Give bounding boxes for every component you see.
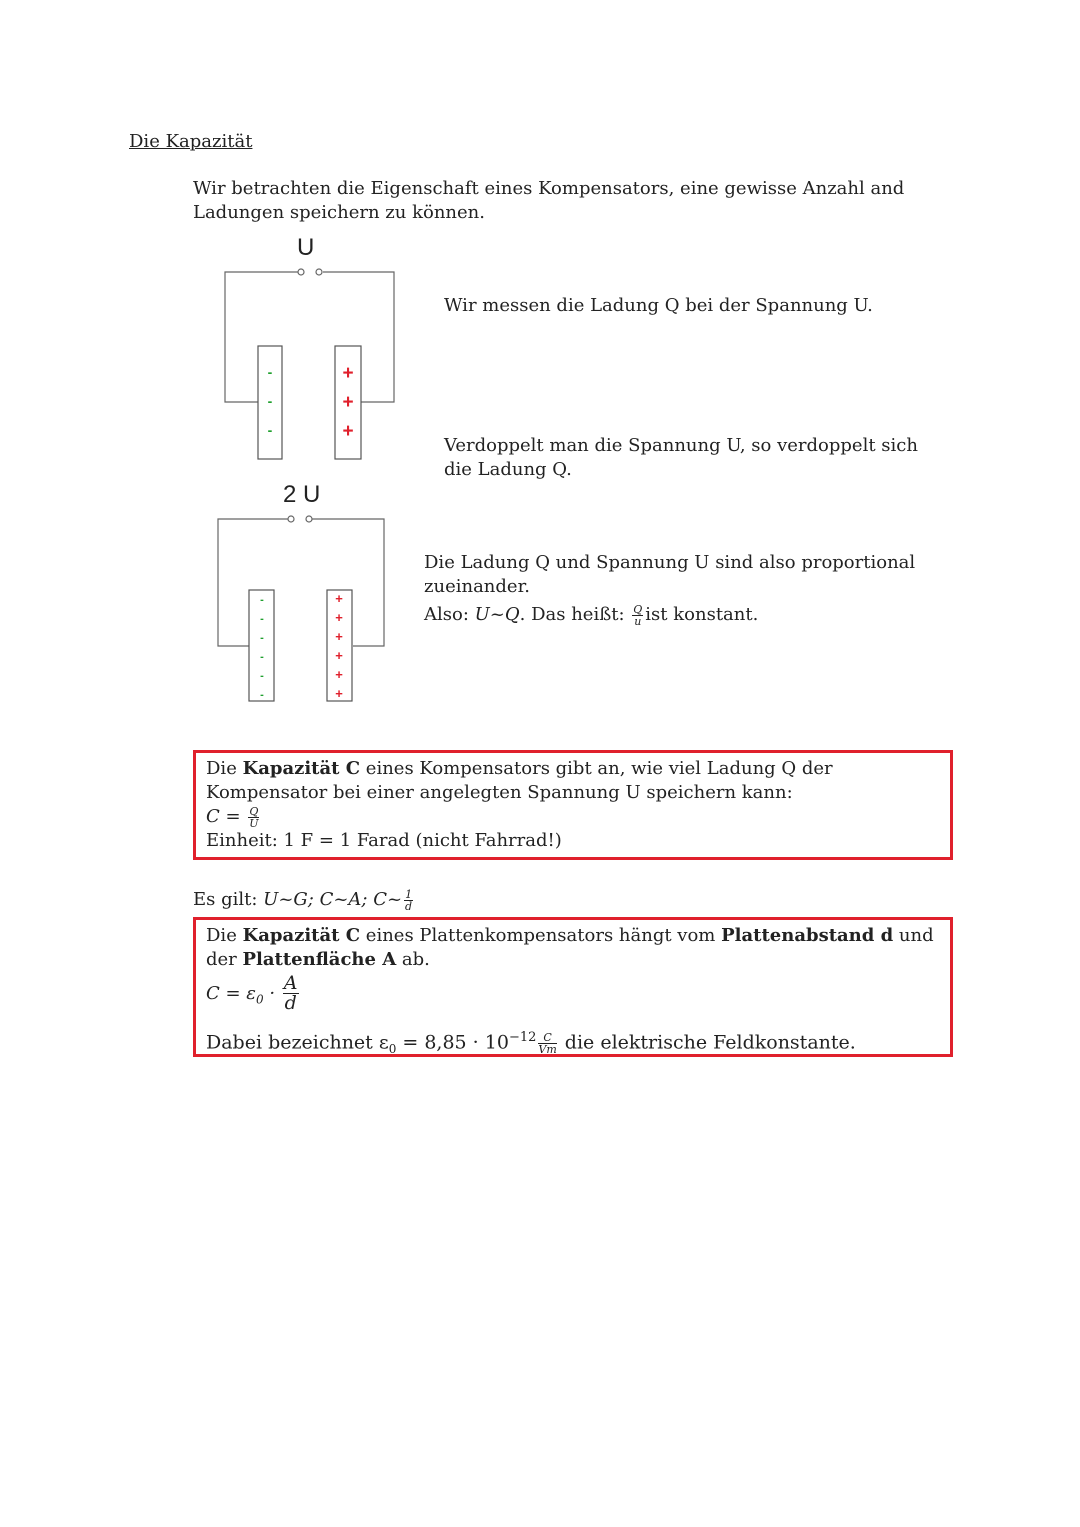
- voltage-label-u: U: [297, 234, 315, 261]
- text-constant: Also: U~Q. Das heißt: $\frac{Q}{u}$ ist konstant.: [424, 602, 759, 628]
- plus-sign: +: [335, 610, 343, 625]
- formula-c-q-u: C = $\frac{Q}{U}$: [206, 804, 259, 830]
- formula-plate: $C = \varepsilon_0$ · $\frac{A}{d}$: [206, 972, 298, 1014]
- minus-sign: -: [260, 651, 264, 663]
- plus-sign: +: [342, 363, 354, 384]
- minus-sign: -: [267, 393, 273, 409]
- minus-charges: [268, 364, 273, 438]
- minus-sign: -: [267, 364, 273, 380]
- plus-sign: +: [342, 392, 354, 413]
- minus-sign: -: [260, 689, 264, 701]
- text-double: Verdoppelt man die Spannung U, so verdoppelt sich die Ladung Q.: [444, 435, 918, 480]
- capacitor-diagram-u: [215, 260, 405, 470]
- es-gilt-line: Es gilt: U~G; C~A; C~ $\frac{1}{d}$: [193, 887, 413, 913]
- intro-text: Wir betrachten die Eigenschaft eines Kompensators, eine gewisse Anzahl and Ladungen speichern zu können.: [193, 178, 905, 223]
- plus-charges: [342, 363, 353, 442]
- unit-text: Einheit: 1 F = 1 Farad (nicht Fahrrad!): [206, 830, 562, 851]
- definition-box-capacity: Die Kapazität C eines Kompensators gibt an, wie viel Ladung Q der Kompensator bei einer angelegten Spannung U speichern kann: C = $\frac{Q}{U}$ Einheit: 1 F = 1 Farad (nicht Fahrrad!): [193, 750, 953, 860]
- plus-sign: +: [335, 667, 343, 682]
- fraction-q-over-u: $\frac{Q}{u}$: [633, 602, 643, 628]
- text-measure: Wir messen die Ladung Q bei der Spannung U.: [444, 295, 873, 316]
- constant-line: Dabei bezeichnet $\varepsilon_0 = 8,85 \cdot 10^{-12}$ $\frac{C}{Vm}$ die elektrische Feldkonstante.: [206, 1030, 856, 1057]
- capacitor-diagram-2u: [210, 508, 400, 708]
- plus-sign: +: [335, 648, 343, 663]
- minus-sign: -: [260, 594, 264, 606]
- plus-sign: +: [335, 686, 343, 701]
- minus-sign: -: [260, 670, 264, 682]
- minus-sign: -: [260, 613, 264, 625]
- plus-sign: +: [335, 629, 343, 644]
- plus-sign: +: [335, 591, 343, 606]
- definition-box-plate-capacitor: Die Kapazität C eines Plattenkompensators hängt vom Plattenabstand d und der Plattenfläche A ab. $C = \varepsilon_0$ · $\frac{A}{d}$ Dabei bezeichnet $\varepsilon_0 = 8,85 \cdot 10^{-12}$ $\frac{C}{Vm}$ die elektrische Feldkonstante.: [193, 917, 953, 1057]
- page-title: Die Kapazität: [129, 131, 253, 152]
- plus-sign: +: [342, 421, 354, 442]
- minus-sign: -: [267, 422, 273, 438]
- text-proportional: Die Ladung Q und Spannung U sind also proportional zueinander.: [424, 552, 916, 597]
- fraction-1-over-d: $\frac{1}{d}$: [405, 887, 413, 913]
- voltage-label-2u: 2 U: [283, 481, 321, 508]
- minus-sign: -: [260, 632, 264, 644]
